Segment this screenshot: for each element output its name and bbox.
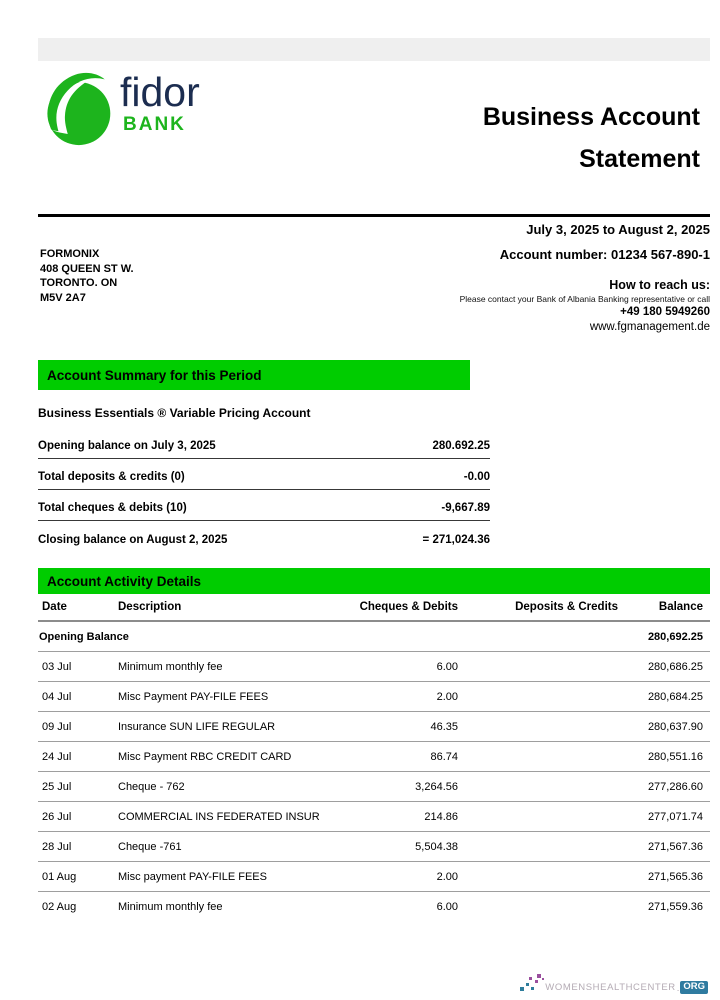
- cell-debit: 6.00: [436, 660, 458, 673]
- cell-date: 24 Jul: [42, 750, 72, 763]
- cell-debit: 6.00: [436, 901, 458, 913]
- recipient-street: 408 QUEEN ST W.: [40, 262, 134, 275]
- cell-date: 01 Aug: [42, 870, 77, 883]
- cell-debit: 214.86: [424, 810, 458, 823]
- cell-date: 03 Jul: [42, 660, 72, 673]
- activity-section-header: Account Activity Details: [38, 568, 710, 594]
- cell-description: Cheque -761: [118, 840, 182, 853]
- recipient-city: TORONTO. ON: [40, 277, 118, 289]
- cell-debit: 5,504.38: [415, 840, 458, 853]
- account-summary-section: [38, 360, 710, 552]
- reach-us-text: Please contact your Bank of Albania Banking representative or call: [459, 294, 710, 304]
- header-date: Date: [42, 601, 67, 613]
- cell-balance: 271,559.36: [647, 901, 703, 913]
- cell-date: 25 Jul: [42, 780, 72, 793]
- opening-balance-row: [38, 622, 710, 652]
- cell-description: Misc Payment RBC CREDIT CARD: [118, 750, 292, 763]
- activity-row: [38, 802, 710, 832]
- cell-description: COMMERCIAL INS FEDERATED INSUR: [118, 810, 320, 823]
- cell-date: 28 Jul: [42, 840, 72, 853]
- activity-row: [38, 682, 710, 712]
- summary-row: [38, 428, 490, 459]
- document-title-line1: Business Account: [482, 103, 700, 131]
- cell-description: Insurance SUN LIFE REGULAR: [118, 720, 276, 733]
- watermark-separator: .: [676, 983, 680, 994]
- summary-value: 280.692.25: [432, 440, 490, 452]
- cell-balance: 280,551.16: [647, 750, 703, 763]
- statement-meta: [38, 214, 710, 333]
- bank-logo: [40, 70, 200, 153]
- summary-row: [38, 459, 490, 490]
- activity-row: [38, 712, 710, 742]
- opening-balance-value: 280,692.25: [647, 630, 703, 643]
- cell-balance: 280,686.25: [647, 660, 703, 673]
- header-credits: Deposits & Credits: [515, 601, 618, 613]
- cell-description: Cheque - 762: [118, 780, 185, 793]
- bank-logo-icon: [40, 70, 114, 153]
- document-title-line2: Statement: [579, 145, 700, 173]
- summary-row: [38, 490, 490, 521]
- summary-label: Total cheques & debits (10): [38, 502, 187, 514]
- header-description: Description: [118, 601, 182, 613]
- account-number: Account number: 01234 567-890-1: [499, 247, 710, 262]
- cell-description: Misc Payment PAY-FILE FEES: [118, 690, 269, 703]
- cell-description: Minimum monthly fee: [118, 660, 223, 673]
- watermark-dots-icon: [519, 972, 545, 994]
- cell-debit: 2.00: [436, 870, 458, 883]
- contact-website: www.fgmanagement.de: [589, 321, 710, 333]
- activity-row: [38, 892, 710, 922]
- bank-logo-subtitle: BANK: [123, 114, 186, 135]
- watermark-org-badge: ORG: [680, 981, 708, 994]
- reach-us-heading: How to reach us:: [609, 278, 710, 292]
- activity-row: [38, 832, 710, 862]
- product-name: Business Essentials ® Variable Pricing Account: [38, 406, 311, 420]
- cell-debit: 3,264.56: [415, 780, 458, 793]
- cell-description: Misc payment PAY-FILE FEES: [118, 870, 267, 883]
- summary-label: Opening balance on July 3, 2025: [38, 440, 216, 452]
- cell-balance: 271,565.36: [647, 870, 703, 883]
- cell-debit: 86.74: [430, 750, 458, 763]
- cell-description: Minimum monthly fee: [118, 901, 223, 913]
- summary-section-header: Account Summary for this Period: [38, 360, 470, 390]
- summary-table: [38, 428, 490, 552]
- summary-value: -9,667.89: [441, 502, 490, 514]
- activity-table-header: [38, 594, 710, 622]
- summary-value: = 271,024.36: [422, 534, 490, 546]
- cell-date: 04 Jul: [42, 690, 72, 703]
- summary-value: -0.00: [463, 471, 490, 483]
- header-debits: Cheques & Debits: [359, 601, 458, 613]
- summary-label: Closing balance on August 2, 2025: [38, 534, 228, 546]
- summary-label: Total deposits & credits (0): [38, 471, 185, 483]
- activity-row: [38, 742, 710, 772]
- activity-row: [38, 772, 710, 802]
- account-activity-section: [38, 568, 710, 922]
- top-gray-strip: [38, 38, 710, 61]
- site-watermark: [519, 972, 708, 994]
- cell-date: 09 Jul: [42, 720, 72, 733]
- cell-balance: 277,071.74: [647, 810, 703, 823]
- statement-period: July 3, 2025 to August 2, 2025: [526, 222, 710, 237]
- activity-row: [38, 652, 710, 682]
- cell-debit: 46.35: [430, 720, 458, 733]
- cell-balance: 277,286.60: [647, 780, 703, 793]
- cell-balance: 280,637.90: [647, 720, 703, 733]
- activity-row: [38, 862, 710, 892]
- watermark-text: WOMENSHEALTHCENTER: [545, 982, 676, 993]
- contact-phone: +49 180 5949260: [620, 306, 710, 318]
- opening-balance-label: Opening Balance: [39, 630, 129, 643]
- bank-logo-wordmark: fidor: [120, 69, 200, 115]
- document-title: [270, 96, 700, 180]
- summary-row: [38, 521, 490, 552]
- cell-debit: 2.00: [436, 690, 458, 703]
- cell-date: 26 Jul: [42, 810, 72, 823]
- cell-balance: 280,684.25: [647, 690, 703, 703]
- recipient-postal: M5V 2A7: [40, 291, 86, 304]
- cell-date: 02 Aug: [42, 901, 77, 913]
- recipient-address: [40, 247, 134, 305]
- cell-balance: 271,567.36: [647, 840, 703, 853]
- recipient-name: FORMONIX: [40, 248, 100, 260]
- header-balance: Balance: [658, 601, 703, 613]
